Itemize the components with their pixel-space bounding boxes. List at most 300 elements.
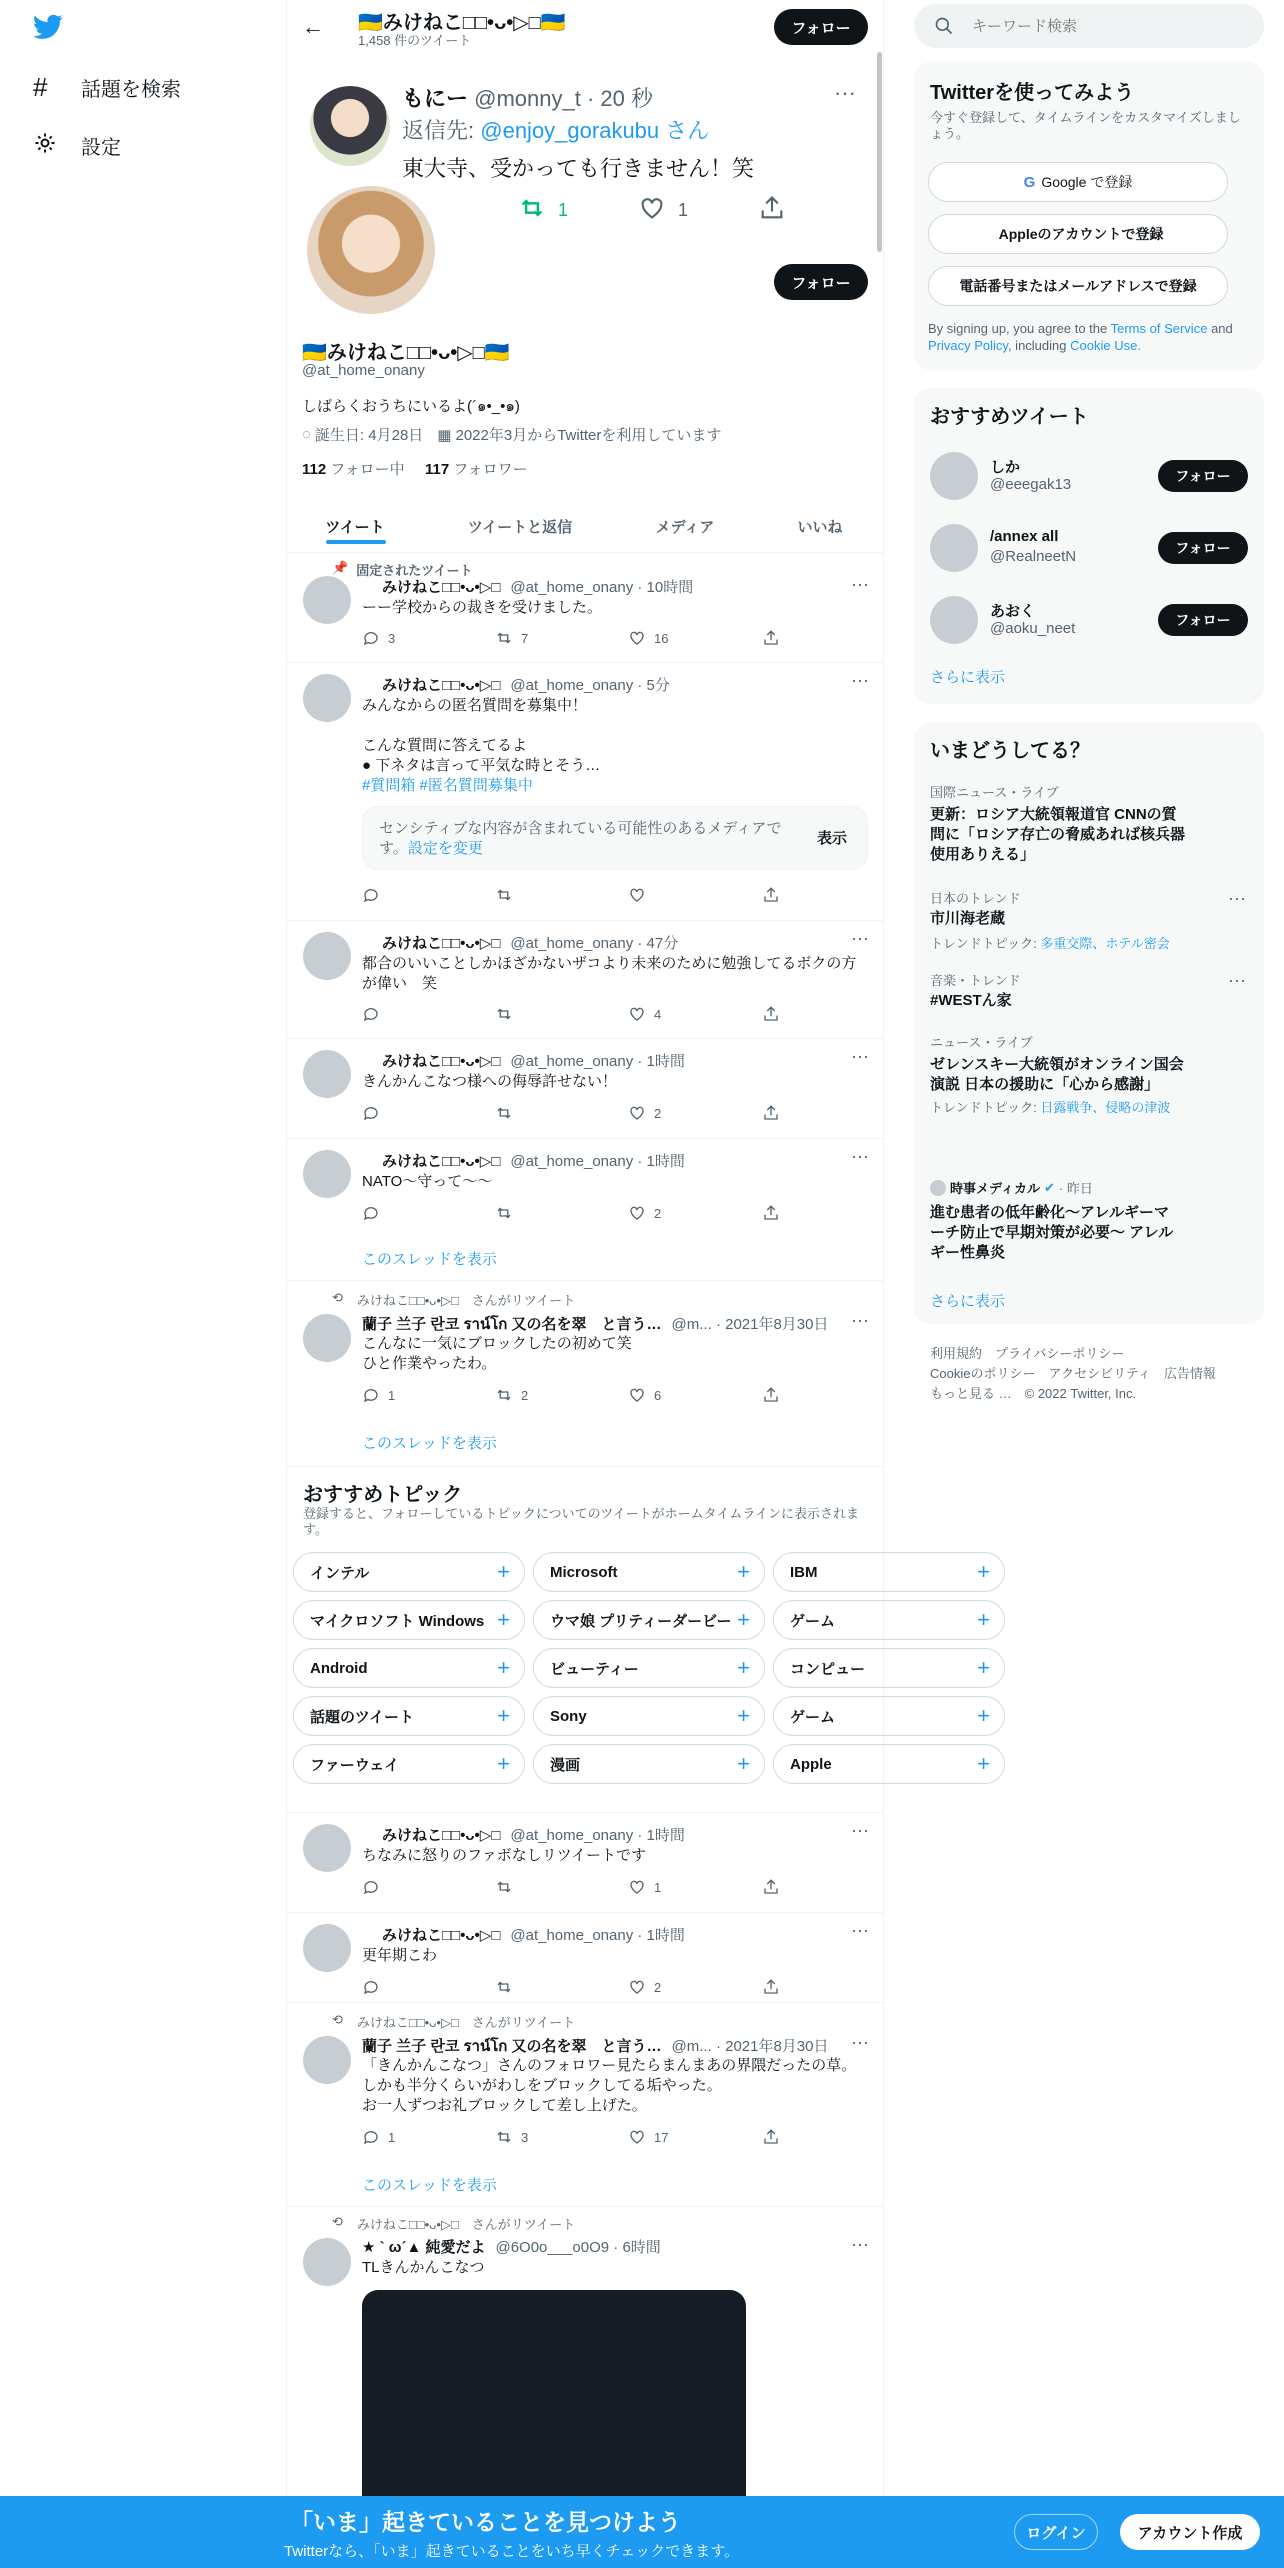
plus-icon[interactable]: + — [737, 1655, 750, 1680]
share-icon[interactable] — [762, 1978, 780, 1996]
topic-chip[interactable] — [773, 1552, 1005, 1592]
reply-retweet-button[interactable] — [518, 194, 568, 227]
tweet-header — [382, 576, 693, 597]
retweet-button[interactable] — [495, 886, 513, 904]
retweet-button[interactable] — [495, 1005, 513, 1023]
footer-link[interactable]: プライバシーポリシー — [995, 1346, 1125, 1361]
show-media-button[interactable]: 表示 — [816, 830, 847, 847]
tweet-text: みんなからの匿名質問を募集中！ こんな質問に答えてるよ ● 下ネタは言って平気な時とそう… — [362, 697, 601, 774]
tweet-text: 更年期こわ — [362, 1947, 438, 1964]
trend-title: ゼレンスキー大統領がオンライン国会演説 日本の援助に「心から感謝」 — [930, 1056, 1184, 1093]
tweet-time: · 2021年8月30日 — [715, 2038, 829, 2055]
trend-more-icon[interactable]: ··· — [1228, 970, 1246, 990]
reply-button[interactable] — [362, 1978, 380, 1996]
reply-author-name[interactable]: もにー — [402, 86, 469, 111]
tweet-actions — [362, 2128, 782, 2148]
legal-and: and — [1211, 321, 1233, 336]
who-to-follow-card — [914, 388, 1264, 704]
plus-icon[interactable]: + — [497, 1655, 510, 1680]
tweet-actions — [362, 1104, 782, 1124]
reply-retweet-count: 1 — [558, 200, 569, 220]
show-thread-link[interactable]: このスレッドを表示 — [362, 1251, 497, 1268]
more-icon[interactable]: ··· — [851, 1146, 869, 1166]
profile-follow-button[interactable]: フォロー — [774, 264, 868, 300]
share-icon[interactable] — [762, 1878, 780, 1896]
topic-chip[interactable] — [533, 1648, 765, 1688]
trend-topic-prefix: トレンドトピック: — [930, 936, 1037, 951]
footer-link[interactable]: 利用規約 — [930, 1346, 983, 1361]
retweet-count: 7 — [521, 630, 529, 646]
show-thread-link[interactable]: このスレッドを表示 — [362, 2177, 497, 2194]
reply-scrollbar[interactable] — [877, 52, 882, 252]
join-date: 2022年3月からTwitterを利用しています — [455, 427, 722, 444]
trend-source — [930, 1178, 1180, 1197]
retweet-count: 3 — [521, 2129, 529, 2145]
who-follow-button[interactable]: フォロー — [1158, 532, 1248, 564]
search-icon — [934, 16, 954, 41]
trend-item[interactable] — [930, 782, 1190, 865]
trend-topic-prefix: トレンドトピック: — [930, 1100, 1037, 1115]
hashtags[interactable]: #質問箱 #匿名質問募集中 — [362, 777, 533, 794]
topic-label: ゲーム — [790, 1708, 836, 1726]
more-icon[interactable]: ··· — [851, 2032, 869, 2052]
tweet-text: NATO〜守って〜〜 — [362, 1173, 493, 1190]
author-name[interactable]: みけねこ□□•ᴗ•▷□ — [382, 677, 501, 694]
retweet-button[interactable] — [495, 1104, 513, 1122]
like-button[interactable] — [628, 2128, 668, 2146]
topic-chip[interactable] — [293, 1552, 525, 1592]
reply-count: 1 — [388, 1387, 396, 1403]
avatar[interactable] — [303, 1314, 351, 1362]
like-count: 2 — [654, 1979, 662, 1995]
who-user-handle: @RealneetN — [990, 548, 1077, 565]
topic-label: Sony — [550, 1707, 587, 1725]
retweet-button[interactable] — [495, 1386, 528, 1404]
author-name[interactable]: みけねこ□□•ᴗ•▷□ — [382, 1053, 501, 1070]
google-icon: G — [1023, 173, 1036, 191]
topic-label: 話題のツイート — [310, 1708, 414, 1726]
plus-icon[interactable]: + — [977, 1655, 990, 1680]
author-name[interactable]: みけねこ□□•ᴗ•▷□ — [382, 1827, 501, 1844]
topic-label: マイクロソフト Windows — [310, 1612, 485, 1630]
reply-button[interactable] — [362, 629, 395, 647]
footer-link[interactable]: もっと見る … — [930, 1386, 1012, 1401]
avatar[interactable] — [930, 596, 978, 644]
privacy-link[interactable]: Privacy Policy — [928, 338, 1008, 353]
tab-media[interactable] — [620, 500, 750, 552]
topic-label: 漫画 — [550, 1756, 581, 1774]
tweet-header — [382, 1150, 685, 1171]
tweet-header — [382, 932, 678, 953]
twitter-logo-icon[interactable] — [33, 14, 63, 40]
who-user-handle: @eeegak13 — [990, 476, 1072, 493]
google-signup-button[interactable] — [928, 162, 1228, 202]
following-link[interactable] — [302, 458, 405, 479]
author-handle[interactable]: @at_home_onany — [510, 1153, 634, 1170]
tweet-time: · 1時間 — [637, 1927, 685, 1944]
profile-meta — [302, 424, 721, 445]
who-follow-button[interactable]: フォロー — [1158, 604, 1248, 636]
share-icon[interactable] — [762, 886, 780, 904]
apple-signup-label: Appleのアカウントで登録 — [998, 226, 1164, 242]
followers-link[interactable] — [425, 458, 528, 479]
tweet[interactable] — [287, 1138, 883, 1280]
login-button[interactable]: ログイン — [1014, 2514, 1098, 2550]
sidebar-item-explore[interactable] — [33, 72, 181, 102]
retweet-label-text[interactable]: みけねこ□□•ᴗ•▷□ さんがリツイート — [356, 2217, 576, 2232]
tweet-actions — [362, 1204, 782, 1224]
retweet-button[interactable] — [495, 1978, 513, 1996]
footer-link[interactable]: 広告情報 — [1163, 1366, 1216, 1381]
who-user-row[interactable] — [914, 444, 1264, 508]
reply-button[interactable] — [362, 2128, 395, 2146]
who-user-name: /annex all — [990, 528, 1059, 545]
author-name[interactable]: 蘭子 兰子 란코 ราน์โก 又の名を翠 と言う… — [362, 1316, 662, 1333]
author-name[interactable]: 蘭子 兰子 란코 ราน์โก 又の名を翠 と言う… — [362, 2038, 662, 2055]
who-user-name: しか — [990, 459, 1021, 476]
change-settings-link[interactable]: 設定を変更 — [407, 840, 483, 857]
tweet-text: ーー学校からの裁きを受けました。 — [362, 599, 603, 616]
apple-signup-button[interactable] — [928, 214, 1228, 254]
topic-label: ウマ娘 プリティーダービー — [550, 1612, 732, 1630]
like-count: 17 — [654, 2129, 669, 2145]
trend-meta: 時事メディカル — [950, 1181, 1040, 1196]
share-icon[interactable] — [762, 1104, 780, 1122]
topic-chip[interactable] — [533, 1600, 765, 1640]
like-count: 2 — [654, 1205, 662, 1221]
who-user-name: あおく — [990, 603, 1036, 620]
retweet-button[interactable] — [495, 1878, 513, 1896]
more-icon[interactable]: ··· — [851, 574, 869, 594]
avatar[interactable] — [303, 674, 351, 722]
trend-title: 更新：ロシア大統領報道官 CNNの質問に「ロシア存亡の脅威あれば核兵器使用ありえる」 — [930, 806, 1186, 863]
like-button[interactable] — [628, 1878, 661, 1896]
avatar[interactable] — [303, 2238, 351, 2286]
retweet-button[interactable] — [495, 629, 528, 647]
profile-name: 🇺🇦みけねこ□□•ᴗ•▷□🇺🇦 — [302, 342, 510, 364]
topic-label: ビューティー — [550, 1660, 639, 1678]
tweet-actions — [362, 1878, 782, 1898]
like-button[interactable] — [628, 1104, 661, 1122]
like-button[interactable] — [628, 1005, 661, 1023]
more-icon[interactable]: ··· — [851, 1046, 869, 1066]
author-handle[interactable]: @at_home_onany — [510, 1053, 634, 1070]
more-icon[interactable]: ··· — [851, 670, 869, 690]
tweet-time: · 1時間 — [637, 1153, 685, 1170]
plus-icon[interactable]: + — [737, 1559, 750, 1584]
reply-button[interactable] — [362, 1386, 395, 1404]
author-name[interactable]: みけねこ□□•ᴗ•▷□ — [382, 1927, 501, 1944]
reply-button[interactable] — [362, 1204, 380, 1222]
avatar[interactable] — [303, 1050, 351, 1098]
tweet-header — [382, 1924, 685, 1945]
share-icon[interactable] — [762, 1386, 780, 1404]
like-count: 4 — [654, 1006, 662, 1022]
author-handle[interactable]: @m... — [671, 1316, 712, 1333]
tweet[interactable] — [287, 1912, 883, 2002]
tweet-actions — [362, 1386, 782, 1406]
source-avatar — [930, 1180, 946, 1196]
bottom-signup-banner — [0, 2496, 1284, 2568]
followers-label: フォロワー — [453, 461, 528, 478]
author-name[interactable]: みけねこ□□•ᴗ•▷□ — [382, 579, 501, 596]
trend-title: #WESTん家 — [930, 992, 1012, 1009]
like-count: 6 — [654, 1387, 662, 1403]
topic-chip[interactable] — [773, 1648, 1005, 1688]
tweet-time: · 10時間 — [637, 579, 694, 596]
topic-chip[interactable] — [293, 1696, 525, 1736]
like-button[interactable] — [628, 1978, 661, 1996]
reply-button[interactable] — [362, 1005, 380, 1023]
reply-more-icon[interactable]: ··· — [834, 80, 856, 105]
trend-item[interactable] — [930, 888, 1210, 952]
topic-chip[interactable] — [773, 1696, 1005, 1736]
birthday: 誕生日: 4月28日 — [314, 427, 424, 444]
like-button[interactable] — [628, 629, 668, 647]
author-name[interactable]: みけねこ□□•ᴗ•▷□ — [382, 1153, 501, 1170]
show-thread-link[interactable]: このスレッドを表示 — [362, 1435, 497, 1452]
more-icon[interactable]: ··· — [851, 1310, 869, 1330]
sensitive-media-notice — [362, 806, 868, 870]
tweet[interactable] — [287, 662, 883, 920]
footer-links — [930, 1344, 1250, 1404]
topic-chip[interactable] — [773, 1600, 1005, 1640]
retweet[interactable] — [287, 2002, 883, 2206]
topic-chip[interactable] — [533, 1744, 765, 1784]
retweet-icon — [518, 194, 546, 227]
avatar[interactable] — [930, 452, 978, 500]
tweet[interactable] — [287, 1038, 883, 1138]
who-follow-button[interactable]: フォロー — [1158, 460, 1248, 492]
author-handle[interactable]: @m... — [671, 2038, 712, 2055]
topics-title: おすすめトピック — [303, 1484, 463, 1506]
reply-text: 東大寺、受かっても行きません！笑 — [402, 156, 755, 181]
avatar[interactable] — [303, 932, 351, 980]
phone-signup-button[interactable]: 電話番号またはメールアドレスで登録 — [928, 266, 1228, 306]
tab-label: メディア — [655, 518, 715, 536]
page-title: 🇺🇦みけねこ□□•ᴗ•▷□🇺🇦 — [358, 12, 566, 34]
sidebar-item-settings[interactable] — [33, 130, 121, 160]
back-arrow-icon[interactable]: ← — [302, 14, 324, 39]
topic-chip[interactable] — [293, 1744, 525, 1784]
plus-icon[interactable]: + — [737, 1751, 750, 1776]
plus-icon[interactable]: + — [737, 1607, 750, 1632]
tab-label: ツイートと返信 — [467, 518, 573, 536]
retweet[interactable] — [287, 2206, 883, 2506]
header-follow-button[interactable]: フォロー — [774, 9, 868, 45]
banner-title: 「いま」起きていることを見つけよう — [290, 2509, 681, 2535]
search-box[interactable] — [914, 4, 1264, 48]
more-icon[interactable]: ··· — [851, 1920, 869, 1940]
reply-author-handle[interactable]: @monny_t — [474, 86, 581, 111]
more-icon[interactable]: ··· — [851, 2234, 869, 2254]
profile-avatar[interactable] — [303, 182, 439, 318]
who-title: おすすめツイート — [930, 406, 1089, 428]
topic-chip[interactable] — [773, 1744, 1005, 1784]
profile-handle: @at_home_onany — [302, 362, 425, 379]
tweet-header — [362, 1312, 829, 1336]
reply-count: 3 — [388, 630, 396, 646]
plus-icon[interactable]: + — [497, 1559, 510, 1584]
share-icon[interactable] — [762, 1204, 780, 1222]
reply-button[interactable] — [362, 1878, 380, 1896]
tweet-text: 「きんかんこなつ」さんのフォロワー見たらまんまあの界隈だったの草。 しかも半分くらいがわしをブロックしてる垢やった。 お一人ずつお礼ブロックして差し上げた。 — [362, 2057, 857, 2114]
sensitive-text — [379, 819, 789, 859]
plus-icon[interactable]: + — [497, 1751, 510, 1776]
cookie-link[interactable]: Cookie Use. — [1070, 338, 1141, 353]
plus-icon[interactable]: + — [737, 1703, 750, 1728]
footer-link[interactable]: Cookieのポリシー — [930, 1366, 1036, 1381]
retweet-count: 2 — [521, 1387, 529, 1403]
trend-title: 市川海老蔵 — [930, 910, 1006, 927]
author-handle[interactable]: @at_home_onany — [510, 935, 634, 952]
retweet-icon: ⟲ — [332, 1290, 343, 1305]
author-handle[interactable]: @at_home_onany — [510, 1927, 634, 1944]
avatar[interactable] — [930, 524, 978, 572]
who-more-link[interactable]: さらに表示 — [930, 669, 1006, 686]
hashtag-icon: # — [33, 71, 48, 102]
author-name[interactable]: みけねこ□□•ᴗ•▷□ — [382, 935, 501, 952]
tab-likes[interactable] — [760, 500, 880, 552]
topic-label: Android — [310, 1659, 368, 1677]
tab-active-indicator — [326, 540, 386, 544]
more-icon[interactable]: ··· — [851, 1820, 869, 1840]
banner-subtitle: Twitterなら、「いま」起きていることをいち早くチェックできます。 — [284, 2543, 740, 2560]
trend-topic-links[interactable]: 日露戦争、侵略の津波 — [1040, 1100, 1171, 1115]
avatar[interactable] — [303, 576, 351, 624]
tweet-count: 1,458 件のツイート — [358, 33, 472, 48]
verified-icon: ✔ — [1043, 1179, 1055, 1195]
share-icon[interactable] — [762, 1005, 780, 1023]
trend-item[interactable] — [930, 1178, 1180, 1263]
tweet-time: · 2021年8月30日 — [715, 1316, 829, 1333]
trend-item[interactable] — [930, 1032, 1190, 1116]
reply-like-button[interactable] — [638, 194, 688, 227]
author-handle[interactable]: @at_home_onany — [510, 579, 634, 596]
tweet-header — [382, 1050, 685, 1071]
footer-link[interactable]: アクセシビリティ — [1048, 1366, 1151, 1381]
avatar[interactable] — [303, 1924, 351, 1972]
plus-icon[interactable]: + — [497, 1703, 510, 1728]
reply-target — [402, 114, 709, 145]
tab-tweets[interactable] — [287, 500, 423, 552]
topic-label: Microsoft — [550, 1563, 618, 1581]
reply-count: 1 — [388, 2129, 396, 2145]
google-signup-label: Google で登録 — [1041, 174, 1133, 190]
trend-meta: ニュース・ライブ — [930, 1035, 1033, 1050]
trend-time: · 昨日 — [1058, 1181, 1093, 1196]
tweet-text: ちなみに怒りのファボなしリツイートです — [362, 1847, 646, 1864]
plus-icon[interactable]: + — [977, 1607, 990, 1632]
retweet-button[interactable] — [495, 1204, 513, 1222]
create-account-button[interactable]: アカウント作成 — [1120, 2514, 1260, 2550]
tab-tweets-and-replies[interactable] — [450, 500, 590, 552]
tweet[interactable] — [287, 920, 883, 1038]
trend-meta: 音楽・トレンド — [930, 973, 1021, 988]
retweet-icon: ⟲ — [332, 2012, 343, 2027]
who-user-row[interactable] — [914, 516, 1264, 580]
tweet-time: · 6時間 — [613, 2239, 661, 2256]
tweet-text: TLきんかんこなつ — [362, 2259, 485, 2276]
tweet[interactable] — [287, 1812, 883, 1912]
author-handle[interactable]: @at_home_onany — [510, 1827, 634, 1844]
topic-chip[interactable] — [293, 1648, 525, 1688]
topic-chip[interactable] — [293, 1600, 525, 1640]
like-button[interactable] — [628, 886, 646, 904]
topics-section — [287, 1466, 990, 1812]
reply-button[interactable] — [362, 1104, 380, 1122]
terms-link[interactable]: Terms of Service — [1110, 321, 1208, 336]
tweet-header — [362, 2034, 829, 2058]
avatar[interactable] — [303, 2036, 351, 2084]
author-name[interactable]: ★ ` ω´▲ 純愛だよ — [362, 2239, 486, 2256]
topic-label: インテル — [310, 1564, 370, 1582]
share-icon[interactable] — [762, 2128, 780, 2146]
topic-chip[interactable] — [533, 1696, 765, 1736]
author-handle[interactable]: @at_home_onany — [510, 677, 634, 694]
trends-card — [914, 722, 1264, 1324]
topic-chip[interactable] — [533, 1552, 765, 1592]
more-icon[interactable]: ··· — [851, 928, 869, 948]
avatar[interactable] — [303, 1824, 351, 1872]
copyright: © 2022 Twitter, Inc. — [1024, 1386, 1137, 1401]
sensitive-message: センシティブな内容が含まれている可能性のあるメディアです。 — [379, 820, 782, 857]
plus-icon[interactable]: + — [497, 1607, 510, 1632]
trends-more-link[interactable]: さらに表示 — [930, 1293, 1006, 1310]
like-count: 1 — [654, 1879, 662, 1895]
who-user-row[interactable] — [914, 588, 1264, 652]
trend-item[interactable] — [930, 970, 1210, 1011]
trend-topics — [930, 933, 1210, 952]
who-user-handle: @aoku_neet — [990, 620, 1076, 637]
signup-desc: 今すぐ登録して、タイムラインをカスタマイズしましょう。 — [930, 110, 1241, 141]
retweet-label — [332, 2012, 575, 2031]
reply-share-icon[interactable] — [758, 194, 786, 227]
tweet-text: きんかんこなつ様への侮辱許せない！ — [362, 1073, 618, 1090]
retweet-label-text[interactable]: みけねこ□□•ᴗ•▷□ さんがリツイート — [356, 2015, 576, 2030]
legal-text: By signing up, you agree to the — [928, 321, 1108, 336]
plus-icon[interactable]: + — [977, 1559, 990, 1584]
topic-label: ゲーム — [790, 1612, 836, 1630]
trend-more-icon[interactable]: ··· — [1228, 888, 1246, 908]
trend-title: 進む患者の低年齢化～アレルギーマーチ防止で早期対策が必要～ アレルギー性鼻炎 — [930, 1204, 1174, 1261]
profile-bio: しばらくおうちにいるよ(´๑•_•๑) — [302, 398, 520, 415]
search-input[interactable] — [970, 12, 1250, 40]
following-count: 112 — [302, 461, 327, 478]
reply-prefix: 返信先: — [402, 118, 475, 143]
retweet-label-text[interactable]: みけねこ□□•ᴗ•▷□ さんがリツイート — [356, 1293, 576, 1308]
avatar[interactable] — [303, 1150, 351, 1198]
following-label: フォロー中 — [330, 461, 405, 478]
trend-topic-links[interactable]: 多重交際、ホテル密会 — [1040, 936, 1170, 951]
calendar-icon: ▦ — [437, 426, 452, 444]
reply-to-link[interactable]: @enjoy_gorakubu さん — [480, 118, 710, 143]
plus-icon[interactable]: + — [977, 1703, 990, 1728]
author-handle[interactable]: @6O0o___o0O9 — [495, 2239, 610, 2256]
like-button[interactable] — [628, 1386, 661, 1404]
signup-title: Twitterを使ってみよう — [930, 82, 1135, 104]
trends-title: いまどうしてる？ — [930, 740, 1090, 762]
share-icon[interactable] — [762, 629, 780, 647]
trend-topics — [930, 1099, 1190, 1116]
topic-label: コンピュー — [790, 1660, 866, 1678]
retweet-button[interactable] — [495, 2128, 528, 2146]
reply-button[interactable] — [362, 886, 380, 904]
plus-icon[interactable]: + — [977, 1751, 990, 1776]
tweet-pinned[interactable] — [287, 552, 883, 662]
like-button[interactable] — [628, 1204, 661, 1222]
retweet[interactable] — [287, 1280, 883, 1466]
